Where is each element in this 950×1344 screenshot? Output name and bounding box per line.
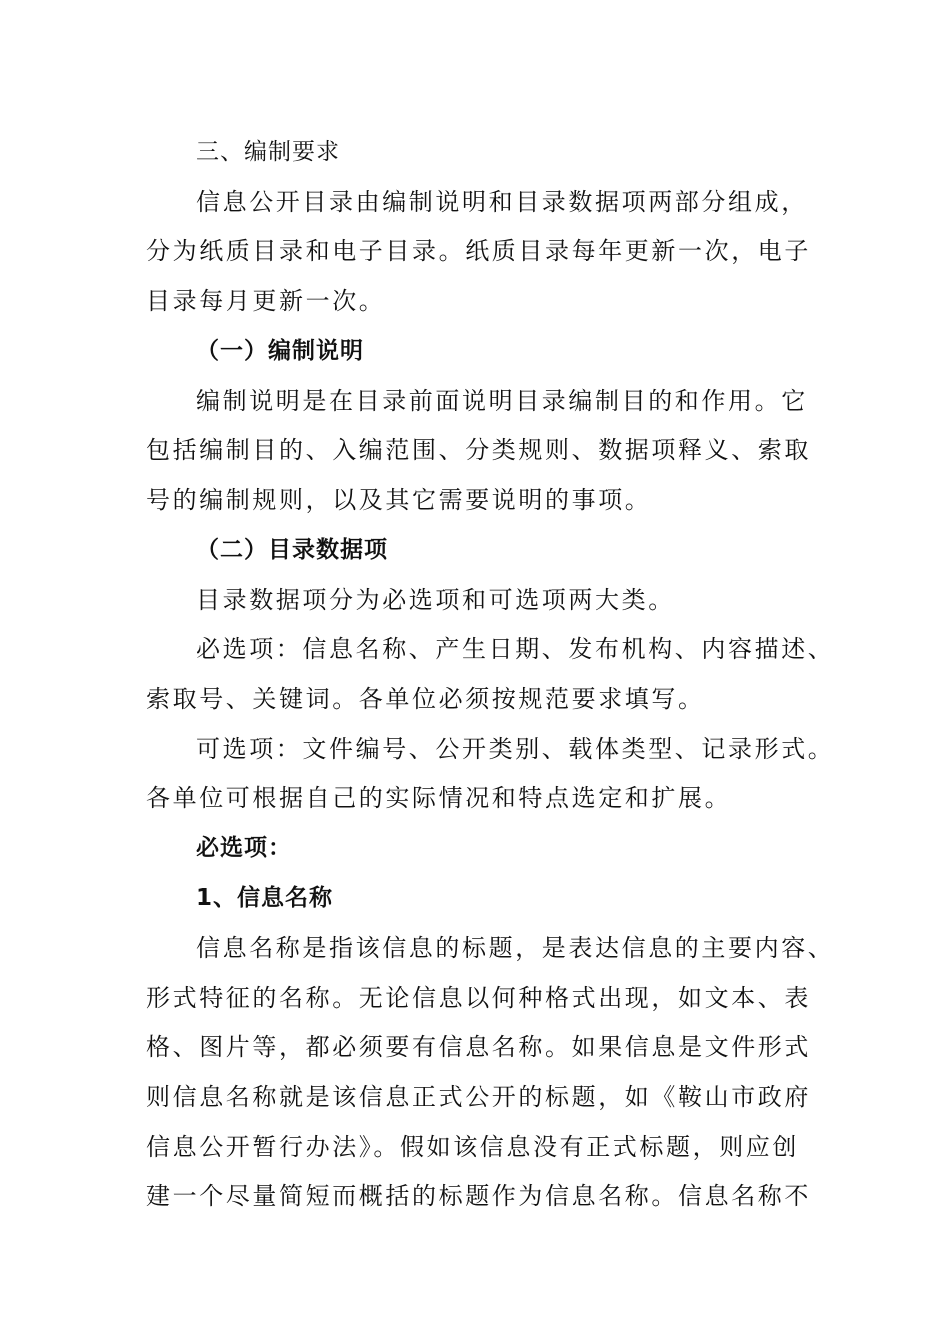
section-heading-requirements: 三、编制要求 bbox=[196, 139, 340, 165]
paragraph-line: 格、图片等，都必须要有信息名称。如果信息是文件形式 bbox=[146, 1033, 811, 1061]
subheading-required-items: 必选项： bbox=[196, 835, 292, 861]
paragraph-line: 必选项：信息名称、产生日期、发布机构、内容描述、 bbox=[196, 635, 835, 663]
paragraph-line: 信息名称是指该信息的标题，是表达信息的主要内容、 bbox=[196, 934, 835, 962]
paragraph-line: 信息公开目录由编制说明和目录数据项两部分组成， bbox=[196, 188, 808, 216]
paragraph-line: 包括编制目的、入编范围、分类规则、数据项释义、索取 bbox=[146, 436, 811, 464]
paragraph-line: 目录数据项分为必选项和可选项两大类。 bbox=[196, 586, 675, 614]
subheading-catalog-data-items: （二）目录数据项 bbox=[196, 537, 388, 563]
paragraph-line: 号的编制规则，以及其它需要说明的事项。 bbox=[146, 486, 652, 514]
paragraph-line: 建一个尽量简短而概括的标题作为信息名称。信息名称不 bbox=[146, 1182, 811, 1210]
paragraph-line: 形式特征的名称。无论信息以何种格式出现，如文本、表 bbox=[146, 984, 811, 1012]
paragraph-line: 可选项：文件编号、公开类别、载体类型、记录形式。 bbox=[196, 735, 835, 763]
paragraph-line: 信息公开暂行办法》。假如该信息没有正式标题，则应创 bbox=[146, 1133, 799, 1161]
paragraph-line: 分为纸质目录和电子目录。纸质目录每年更新一次，电子 bbox=[146, 237, 811, 265]
paragraph-line: 则信息名称就是该信息正式公开的标题，如《鞍山市政府 bbox=[146, 1083, 811, 1111]
paragraph-line: 目录每月更新一次。 bbox=[146, 287, 386, 315]
paragraph-line: 编制说明是在目录前面说明目录编制目的和作用。它 bbox=[196, 387, 808, 415]
subheading-compilation-notes: （一）编制说明 bbox=[196, 338, 364, 364]
subheading-information-name: 1、信息名称 bbox=[196, 885, 334, 911]
paragraph-line: 索取号、关键词。各单位必须按规范要求填写。 bbox=[146, 685, 705, 713]
paragraph-line: 各单位可根据自己的实际情况和特点选定和扩展。 bbox=[146, 784, 732, 812]
